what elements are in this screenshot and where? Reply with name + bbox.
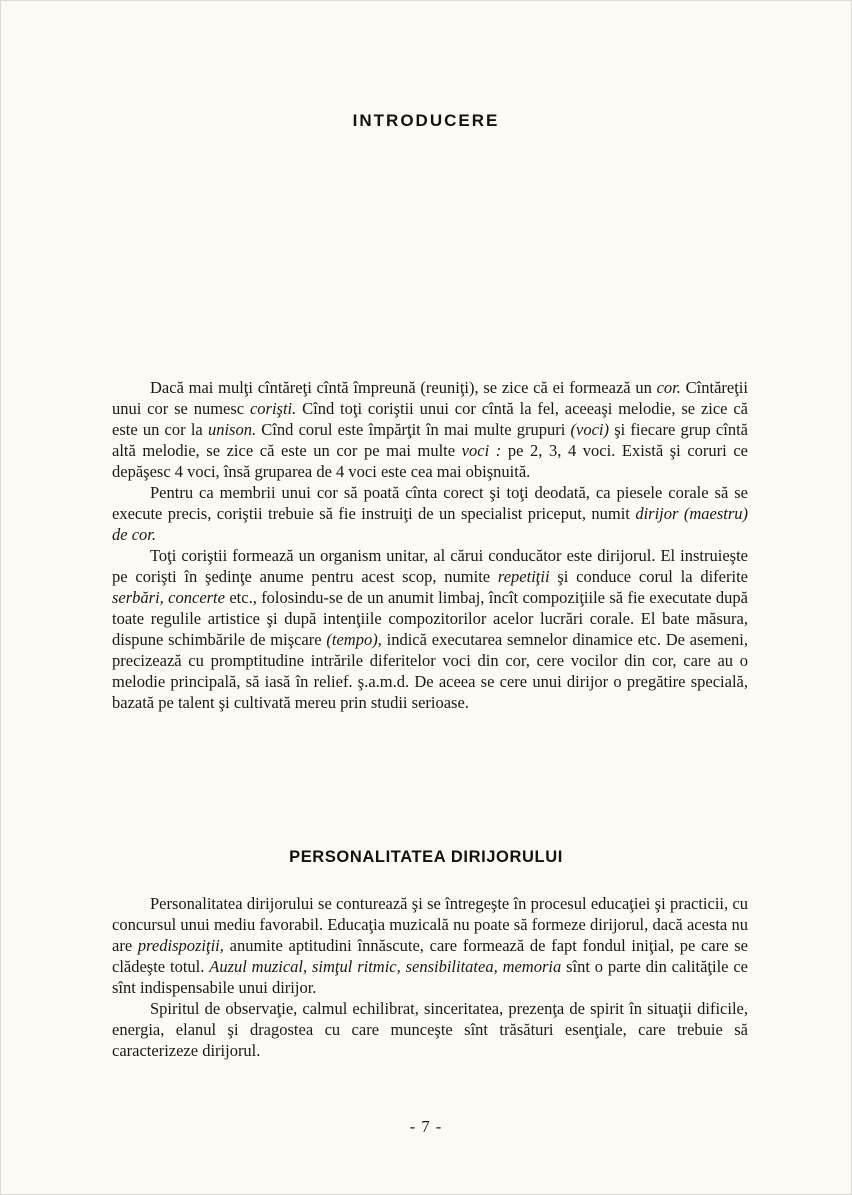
paragraph: Pentru ca membrii unui cor să poată cînta corect şi toţi deodată, ca piesele corale să se execute precis, coriştii trebuie să fie instruiţi de un specialist priceput, numit dirijor (maestru) de cor. — [112, 483, 749, 544]
paragraph: Personalitatea dirijorului se conturează şi se întregeşte în procesul educaţiei şi practicii, cu concursul unui mediu favorabil. Educaţia muzicală nu poate să formeze dirijorul, dacă acesta nu are predispoziţii, anumite aptitudini înnăscute, care formează de fapt fondul iniţial, pe care se clădeşte totul. Auzul muzical, simţul ritmic, sensibilitatea, memoria sînt o parte din calităţile ce sînt indispensabile unui dirijor. — [112, 894, 748, 997]
page-number: - 7 - — [409, 1117, 443, 1136]
intro-text-block — [112, 377, 748, 713]
paragraph: Toţi coriştii formează un organism unitar, al cărui conducător este dirijorul. El instruieşte pe corişti în şedinţe anume pentru acest scop, numite repetiţii şi conduce corul la diferite serbări, concerte etc., folosindu-se de un anumit limbaj, încît compoziţiile să fie executate după toate regulile artistice şi după intenţiile compozitorilor acelor lucrări corale. El bate măsura, dispune schimbările de mişcare (tempo), indică executarea semnelor dinamice etc. De asemeni, precizează cu promptitudine intrările diferitelor voci din cor, cere vocilor din cor, care au o melodie principală, să iasă în relief. ş.a.m.d. De aceea se cere unui dirijor o pregătire specială, bazată pe talent şi cultivată mereu prin studii serioase. — [112, 546, 748, 712]
section-heading: PERSONALITATEA DIRIJORULUI — [289, 848, 563, 866]
personality-text-block — [112, 893, 748, 1061]
paragraph: Spiritul de observaţie, calmul echilibrat, sinceritatea, prezenţa de spirit în situaţii dificile, energia, elanul şi dragostea cu care munceşte sînt trăsături esenţiale, care trebuie să caracterizeze dirijorul. — [112, 999, 748, 1060]
page-title: INTRODUCERE — [352, 111, 500, 130]
paragraph: Dacă mai mulţi cîntăreţi cîntă împreună (reuniţi), se zice că ei formează un cor. Cîntăreţii unui cor se numesc corişti. Cînd toţi coriştii unui cor cîntă la fel, aceeaşi melodie, se zice că este un cor la unison. Cînd corul este împărţit în mai multe grupuri (voci) şi fiecare grup cîntă altă melodie, se zice că este un cor pe mai multe voci : pe 2, 3, 4 voci. Există şi coruri ce depăşesc 4 voci, însă gruparea de 4 voci este cea mai obişnuită. — [112, 378, 748, 481]
